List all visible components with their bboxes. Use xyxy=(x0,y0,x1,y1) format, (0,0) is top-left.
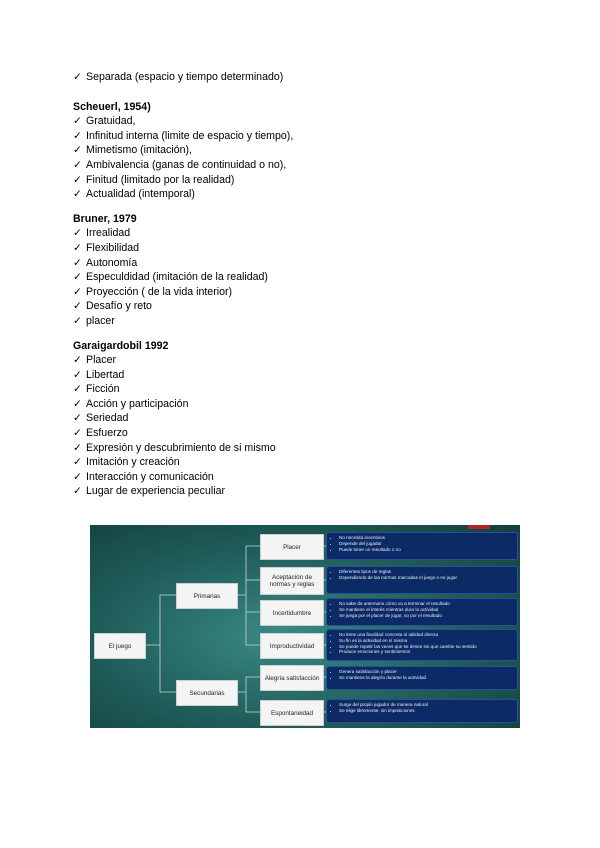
connector-placer xyxy=(236,546,260,595)
list-item: ✓ Finitud (limitado por la realidad) xyxy=(73,173,235,186)
list-item: ✓ Expresión y descubrimiento de si mismo xyxy=(73,441,276,454)
desc-bullet: • Puede tener un resultado o no xyxy=(339,547,511,553)
desc-bullet: • No sabe de antemano cómo va a terminar el resultado xyxy=(339,601,511,607)
root-node: El juego xyxy=(94,633,146,659)
connector-alegria xyxy=(236,677,260,692)
check-icon: ✓ xyxy=(73,397,82,410)
connector-espontaneidad xyxy=(246,692,260,712)
desc-bullet: • Se mantiene el interés mientras dura la actividad xyxy=(339,607,511,613)
desc-bullet: • Diferentes tipos de reglas xyxy=(339,569,511,575)
list-item: ✓ Esfuerzo xyxy=(73,427,128,440)
check-icon: ✓ xyxy=(73,354,82,367)
section-heading: Garaigardobil 1992 xyxy=(73,339,169,352)
check-icon: ✓ xyxy=(73,427,82,440)
list-item: ✓ Acción y participación xyxy=(73,397,189,410)
node-alegria: Alegría satisfacción xyxy=(260,665,324,691)
intro-item: ✓ Separada (espacio y tiempo determinado) xyxy=(73,71,284,83)
list-item: ✓ Interacción y comunicación xyxy=(73,470,214,483)
node-improductividad: Improductividad xyxy=(260,633,324,659)
list-item: ✓ Flexibilidad xyxy=(73,241,139,254)
desc-alegria xyxy=(326,666,518,690)
list-item: ✓ Actualidad (intemporal) xyxy=(73,188,195,201)
check-icon: ✓ xyxy=(73,71,82,83)
desc-bullet: • Se puede repetir las veces que se desee sin que cambie su sentido xyxy=(339,644,511,650)
list-item: ✓ Proyección ( de la vida interior) xyxy=(73,285,233,298)
check-icon: ✓ xyxy=(73,470,82,483)
node-incertidumbre: Incertidumbre xyxy=(260,600,324,626)
desc-bullet: • Dependiendo de las normas marcadas el juego o no jugar xyxy=(339,575,511,581)
node-placer: Placer xyxy=(260,534,324,560)
connector-root-primary xyxy=(144,595,176,645)
list-item: ✓ Ambivalencia (ganas de continuidad o no), xyxy=(73,158,287,171)
check-icon: ✓ xyxy=(73,158,82,171)
check-icon: ✓ xyxy=(73,129,82,142)
list-item: ✓ Placer xyxy=(73,354,117,367)
desc-placer xyxy=(326,532,518,560)
check-icon: ✓ xyxy=(73,485,82,498)
list-item: ✓ Irrealidad xyxy=(73,227,131,240)
check-icon: ✓ xyxy=(73,456,82,469)
desc-bullet: • Se elige libremente, sin imposiciones xyxy=(339,708,511,714)
check-icon: ✓ xyxy=(73,115,82,128)
check-icon: ✓ xyxy=(73,441,82,454)
check-icon: ✓ xyxy=(73,227,82,240)
check-icon: ✓ xyxy=(73,271,82,284)
node-normas: Aceptación de normas y reglas xyxy=(260,567,324,595)
section-heading: Bruner, 1979 xyxy=(73,212,137,225)
connector-root-secondary xyxy=(160,645,176,692)
desc-bullet: • Se juega por el placer de jugar, no por el resultado xyxy=(339,613,511,619)
list-item: ✓ Desafío y reto xyxy=(73,300,152,313)
check-icon: ✓ xyxy=(73,412,82,425)
desc-bullet: • No necesita incentivos xyxy=(339,535,511,541)
node-espontaneidad: Espontaneidad xyxy=(260,700,324,726)
check-icon: ✓ xyxy=(73,383,82,396)
check-icon: ✓ xyxy=(73,144,82,157)
list-item: ✓ Especuldidad (imitación de la realidad) xyxy=(73,271,268,284)
check-icon: ✓ xyxy=(73,368,82,381)
game-characteristics-diagram xyxy=(90,525,520,728)
list-item: ✓ Imitación y creación xyxy=(73,456,180,469)
check-icon: ✓ xyxy=(73,241,82,254)
desc-bullet: • Depende del jugador xyxy=(339,541,511,547)
list-item: ✓ Ficción xyxy=(73,383,120,396)
list-item: ✓ Infinitud interna (limite de espacio y tiempo), xyxy=(73,129,294,142)
connector-improductividad xyxy=(246,612,260,645)
check-icon: ✓ xyxy=(73,300,82,313)
desc-incertidumbre xyxy=(326,598,518,626)
secondary-node: Secundarias xyxy=(176,680,238,706)
list-item: ✓ Lugar de experiencia peculiar xyxy=(73,485,225,498)
list-item: ✓ Gratuidad, xyxy=(73,115,136,128)
desc-bullet: • No tiene una finalidad concreta ni utilidad directa xyxy=(339,632,511,638)
desc-espontaneidad xyxy=(326,699,518,723)
desc-bullet: • Produce emociones y sentimientos xyxy=(339,649,511,655)
section-heading: Scheuerl, 1954) xyxy=(73,100,151,113)
list-item: ✓ Seriedad xyxy=(73,412,129,425)
desc-bullet: • Su fin es la actividad en sí misma xyxy=(339,638,511,644)
desc-bullet: • Genera satisfacción y placer xyxy=(339,669,511,675)
check-icon: ✓ xyxy=(73,285,82,298)
primary-node: Primarias xyxy=(176,583,238,609)
check-icon: ✓ xyxy=(73,173,82,186)
check-icon: ✓ xyxy=(73,188,82,201)
desc-normas xyxy=(326,566,518,594)
desc-bullet: • Surge del propio jugador de manera natural xyxy=(339,702,511,708)
connector-incertidumbre xyxy=(246,595,260,612)
list-item: ✓ Libertad xyxy=(73,368,125,381)
list-item: ✓ Autonomía xyxy=(73,256,138,269)
document-body xyxy=(73,70,553,499)
check-icon: ✓ xyxy=(73,256,82,269)
desc-bullet: • Se mantiene la alegría durante la actividad xyxy=(339,675,511,681)
check-icon: ✓ xyxy=(73,314,82,327)
desc-improductividad xyxy=(326,629,518,661)
list-item: ✓ placer xyxy=(73,314,115,327)
list-item: ✓ Mimetismo (imitación), xyxy=(73,144,192,157)
